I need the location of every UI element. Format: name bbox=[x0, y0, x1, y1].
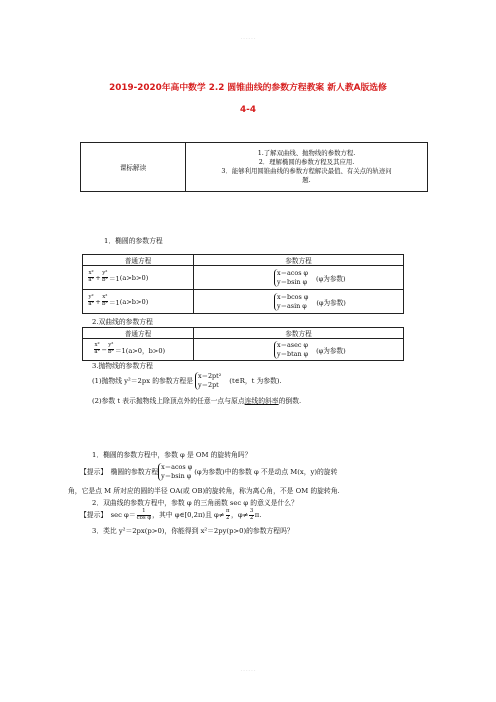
ellipse-col-normal: 普通方程 bbox=[83, 255, 194, 266]
intro-goal-3: 3．能够利用圆锥曲线的参数方程解决最值、有关点的轨迹问 bbox=[221, 167, 392, 175]
question-3: 3．类比 y²＝2px(p>0)，你能得到 x²＝2py(p>0)的参数方程吗？ bbox=[92, 527, 294, 535]
section-ellipse-heading: 1．椭圆的参数方程 bbox=[104, 237, 163, 245]
intro-goal-1: 1.了解双曲线、抛物线的参数方程. bbox=[257, 149, 356, 157]
ellipse-row2-param: x＝bcos φ y＝asin φ (φ为参数) bbox=[194, 290, 404, 314]
question-1: 1．椭圆的参数方程中，参数 φ 是 OM 的旋转角吗？ bbox=[92, 451, 252, 459]
intro-label: 课标解读 bbox=[81, 143, 186, 192]
ellipse-row1-normal: $\frac{\text{x²}}{\text{a²}}$ + $\frac{\text{y²}}{\text{b²}}$ ＝1 (a>b>0) bbox=[83, 266, 194, 290]
parabola-param-line: (1)抛物线 y²＝2px 的参数方程是 x＝2pt² y＝2pt (t∈R，t 为参数). bbox=[92, 372, 282, 389]
section-parabola-heading: 3.抛物线的参数方程 bbox=[92, 362, 153, 370]
hyperbola-col-param: 参数方程 bbox=[194, 328, 404, 339]
question-2: 2．双曲线的参数方程中，参数 φ 的三角函数 sec φ 的意义是什么？ bbox=[92, 499, 298, 507]
hyperbola-row-param: x＝asec φ y＝btan φ (φ为参数) bbox=[194, 339, 404, 361]
ellipse-table bbox=[82, 254, 404, 314]
intro-table bbox=[80, 142, 428, 192]
ellipse-row2-normal: $\frac{\text{y²}}{\text{a²}}$ + $\frac{\text{x²}}{\text{b²}}$ ＝1 (a>b>0) bbox=[83, 290, 194, 314]
hyperbola-row-normal: $\frac{\text{x²}}{\text{a²}}$ − $\frac{\text{y²}}{\text{b²}}$ ＝1 (a>0，b>0) bbox=[83, 339, 194, 361]
section-hyperbola-heading: 2.双曲线的参数方程 bbox=[92, 318, 153, 326]
hyperbola-table bbox=[82, 327, 404, 361]
ellipse-col-param: 参数方程 bbox=[194, 255, 404, 266]
page-header-mark: - - - - - - bbox=[240, 36, 256, 41]
hyperbola-col-normal: 普通方程 bbox=[83, 328, 194, 339]
answer-2: 【提示】 sec φ＝ $\frac{1}{\text{cos φ}}$ ，其中 φ∈[0,2π)且 φ≠ $\frac{\pi}{2}$ ，φ≠ $\frac{3}{2}$ π. bbox=[80, 508, 262, 521]
page-footer-mark: - - - - - - bbox=[240, 668, 256, 673]
intro-goals bbox=[186, 143, 428, 192]
answer-1: 【提示】 椭圆的参数方程 x＝acos φ y＝bsin φ (φ为参数)中的参数 φ 不是动点 M(x，y)的旋转 bbox=[80, 463, 338, 480]
document-title-continued: 4-4 bbox=[240, 105, 256, 115]
ellipse-row1-param: x＝acos φ y＝bsin φ (φ为参数) bbox=[194, 266, 404, 290]
answer-1-continued: 角，它是点 M 所对应的圆的半径 OA(或 OB)的旋转角，称为离心角，不是 OM 的旋转角. bbox=[68, 487, 340, 495]
intro-goal-3-cont: 题. bbox=[302, 176, 311, 184]
document-title: 2019-2020年高中数学 2.2 圆锥曲线的参数方程教案 新人教A版选修 bbox=[109, 83, 387, 93]
intro-goal-2: 2．理解椭圆的参数方程及其应用. bbox=[258, 158, 355, 166]
parabola-param-meaning: (2)参数 t 表示抛物线上除顶点外的任意一点与原点连线的斜率的倒数. bbox=[92, 397, 302, 405]
